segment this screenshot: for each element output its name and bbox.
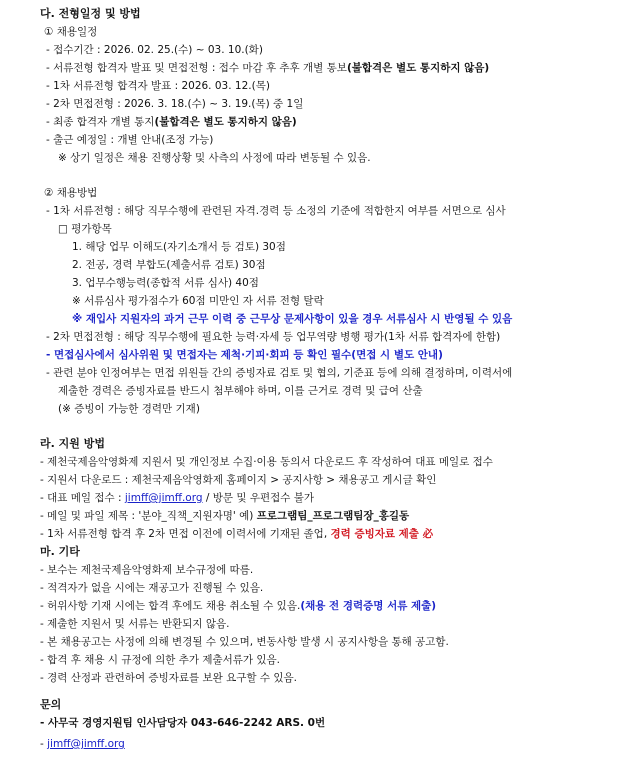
schedule-heading: ① 채용일정 — [44, 26, 98, 38]
evaluation-item: 3. 업무수행능력(종합적 서류 심사) 40점 — [72, 277, 259, 289]
file-title-example: 프로그램팀_프로그램팀장_홍길동 — [256, 510, 410, 522]
other-bold-note: (채용 전 경력증명 서류 제출) — [300, 600, 437, 612]
other-line: - 허위사항 기재 시에는 합격 후에도 채용 취소될 수 있음.(채용 전 경력증명 서류 제출) — [40, 600, 437, 612]
method-line: - 관련 분야 인정여부는 면접 위원들 간의 증빙자료 검토 및 협의, 기준표 등에 의해 결정하며, 이력서에 — [46, 367, 513, 379]
apply-line: - 지원서 다운로드 : 제천국제음악영화제 홈페이지 > 공지사항 > 채용공고 게시글 확인 — [40, 474, 437, 486]
other-line: - 본 채용공고는 사정에 의해 변경될 수 있으며, 변동사항 발생 시 공지사항을 통해 공고함. — [40, 636, 449, 648]
other-line: - 적격자가 없을 시에는 재공고가 진행될 수 있음. — [40, 582, 264, 594]
schedule-line: - 2차 면접전형 : 2026. 3. 18.(수) ~ 3. 19.(목) 중 1일 — [46, 98, 304, 110]
method-line: 제출한 경력은 증빙자료를 반드시 첨부해야 하며, 이를 근거로 경력 및 급여 산출 — [58, 385, 423, 397]
contact-title: 문의 — [40, 698, 62, 711]
apply-line: - 대표 메일 접수 : jimff@jimff.org / 방문 및 우편접수 불가 — [40, 492, 315, 504]
schedule-line: - 출근 예정일 : 개별 안내(조정 가능) — [46, 134, 214, 146]
evaluation-items-heading: □ 평가항목 — [58, 223, 112, 235]
other-line: - 제출한 지원서 및 서류는 반환되지 않음. — [40, 618, 230, 630]
section-title-apply: 라. 지원 방법 — [40, 437, 105, 450]
section-title-other: 마. 기타 — [40, 545, 80, 558]
other-line: - 경력 산정과 관련하여 증빙자료를 보완 요구할 수 있음. — [40, 672, 297, 684]
method-line: (※ 증빙이 가능한 경력만 기재) — [58, 403, 200, 415]
schedule-line: - 접수기간 : 2026. 02. 25.(수) ~ 03. 10.(화) — [46, 44, 263, 56]
email-link[interactable]: jimff@jimff.org — [124, 492, 203, 504]
method-line: - 2차 면접전형 : 해당 직무수행에 필요한 능력·자세 등 업무역량 병행 평가(1차 서류 합격자에 한함) — [46, 331, 501, 343]
schedule-line: - 서류전형 합격자 발표 및 면접전형 : 접수 마감 후 추후 개별 통보(불합격은 별도 통지하지 않음) — [46, 62, 490, 74]
other-line: - 합격 후 채용 시 규정에 의한 추가 제출서류가 있음. — [40, 654, 281, 666]
apply-line: - 메일 및 파일 제목 : '분야_직책_지원자명' 예) 프로그램팀_프로그램팀장_홍길동 — [40, 510, 410, 522]
evaluation-note: ※ 서류심사 평가점수가 60점 미만인 자 서류 전형 탈락 — [72, 295, 324, 307]
schedule-bold-note: (불합격은 별도 통지하지 않음) — [346, 62, 490, 74]
proof-required-note: 경력 증빙자료 제출 必 — [330, 528, 434, 540]
schedule-line: - 1차 서류전형 합격자 발표 : 2026. 03. 12.(목) — [46, 80, 270, 92]
evaluation-item: 1. 해당 업무 이해도(자기소개서 등 검토) 30점 — [72, 241, 286, 253]
evaluation-warning: ※ 재입사 지원자의 과거 근무 이력 중 근무상 문제사항이 있을 경우 서류심사 시 반영될 수 있음 — [72, 313, 513, 325]
schedule-bold-note: (불합격은 별도 통지하지 않음) — [154, 116, 297, 128]
schedule-line: - 최종 합격자 개별 통지(불합격은 별도 통지하지 않음) — [46, 116, 297, 128]
contact-email-line: - jimff@jimff.org — [40, 738, 125, 750]
method-heading: ② 채용방법 — [44, 187, 98, 199]
other-line: - 보수는 제천국제음악영화제 보수규정에 따름. — [40, 564, 254, 576]
contact-line: - 사무국 경영지원팀 인사담당자 043-646-2242 ARS. 0번 — [40, 717, 326, 729]
apply-line: - 제천국제음악영화제 지원서 및 개인정보 수집·이용 동의서 다운로드 후 작성하여 대표 메일로 접수 — [40, 456, 493, 468]
method-line: - 1차 서류전형 : 해당 직무수행에 관련된 자격.경력 등 소정의 기준에 적합한지 여부를 서면으로 심사 — [46, 205, 506, 217]
method-line-important: - 면접심사에서 심사위원 및 면접자는 제척·기피·회피 등 확인 필수(면접 시 별도 안내) — [46, 349, 443, 361]
contact-email-link[interactable]: jimff@jimff.org — [47, 738, 125, 750]
apply-line: - 1차 서류전형 합격 후 2차 면접 이전에 이력서에 기재된 졸업, 경력 증빙자료 제출 必 — [40, 528, 434, 540]
schedule-note: ※ 상기 일정은 채용 진행상황 및 사측의 사정에 따라 변동될 수 있음. — [58, 152, 371, 164]
evaluation-item: 2. 전공, 경력 부합도(제출서류 검토) 30점 — [72, 259, 266, 271]
section-title-schedule-method: 다. 전형일정 및 방법 — [40, 7, 141, 20]
